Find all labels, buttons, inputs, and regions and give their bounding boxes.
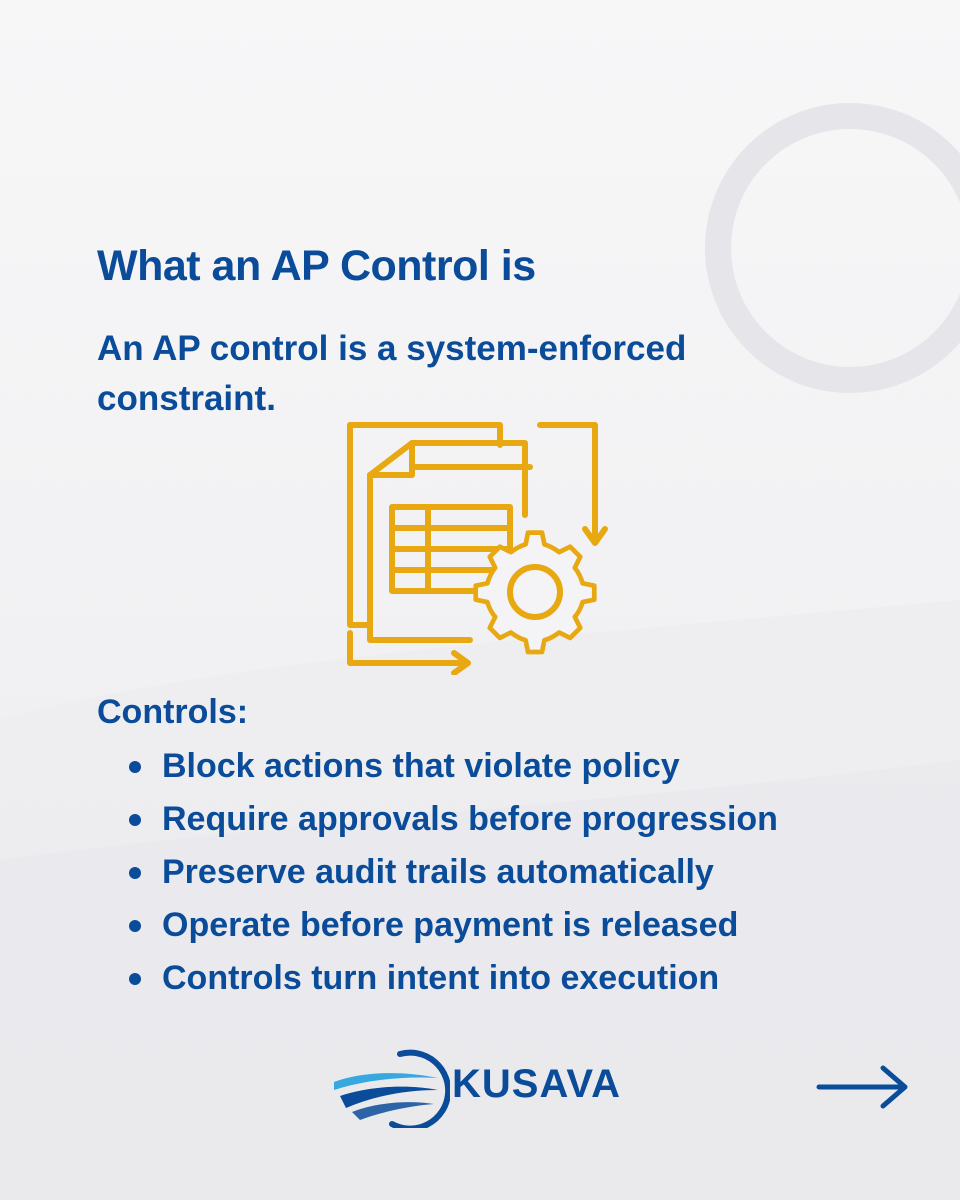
list-item <box>125 952 778 1005</box>
arrow-right-icon[interactable] <box>815 1062 911 1112</box>
bullet-dot <box>129 761 141 773</box>
list-item <box>125 846 778 899</box>
swoosh-circle-logo-icon <box>330 1048 450 1128</box>
list-item <box>125 793 778 846</box>
bullet-dot <box>129 973 141 985</box>
page-subtitle: An AP control is a system-enforced constraint. <box>97 329 687 418</box>
list-item <box>125 740 778 793</box>
list-item-text: Preserve audit trails automatically <box>162 853 714 891</box>
list-item-text: Require approvals before progression <box>162 800 778 838</box>
bullet-dot <box>129 814 141 826</box>
brand-name: KUSAVA <box>452 1062 621 1106</box>
list-item-text: Block actions that violate policy <box>162 747 680 785</box>
list-item-text: Operate before payment is released <box>162 906 739 944</box>
list-item-text: Controls turn intent into execution <box>162 959 720 997</box>
bullet-dot <box>129 920 141 932</box>
controls-heading: Controls: <box>97 693 249 731</box>
controls-list <box>125 740 778 1005</box>
brand-logo <box>330 1048 630 1128</box>
page-title: What an AP Control is <box>97 242 536 290</box>
document-gear-cycle-icon <box>340 415 610 675</box>
list-item <box>125 899 778 952</box>
bullet-dot <box>129 867 141 879</box>
